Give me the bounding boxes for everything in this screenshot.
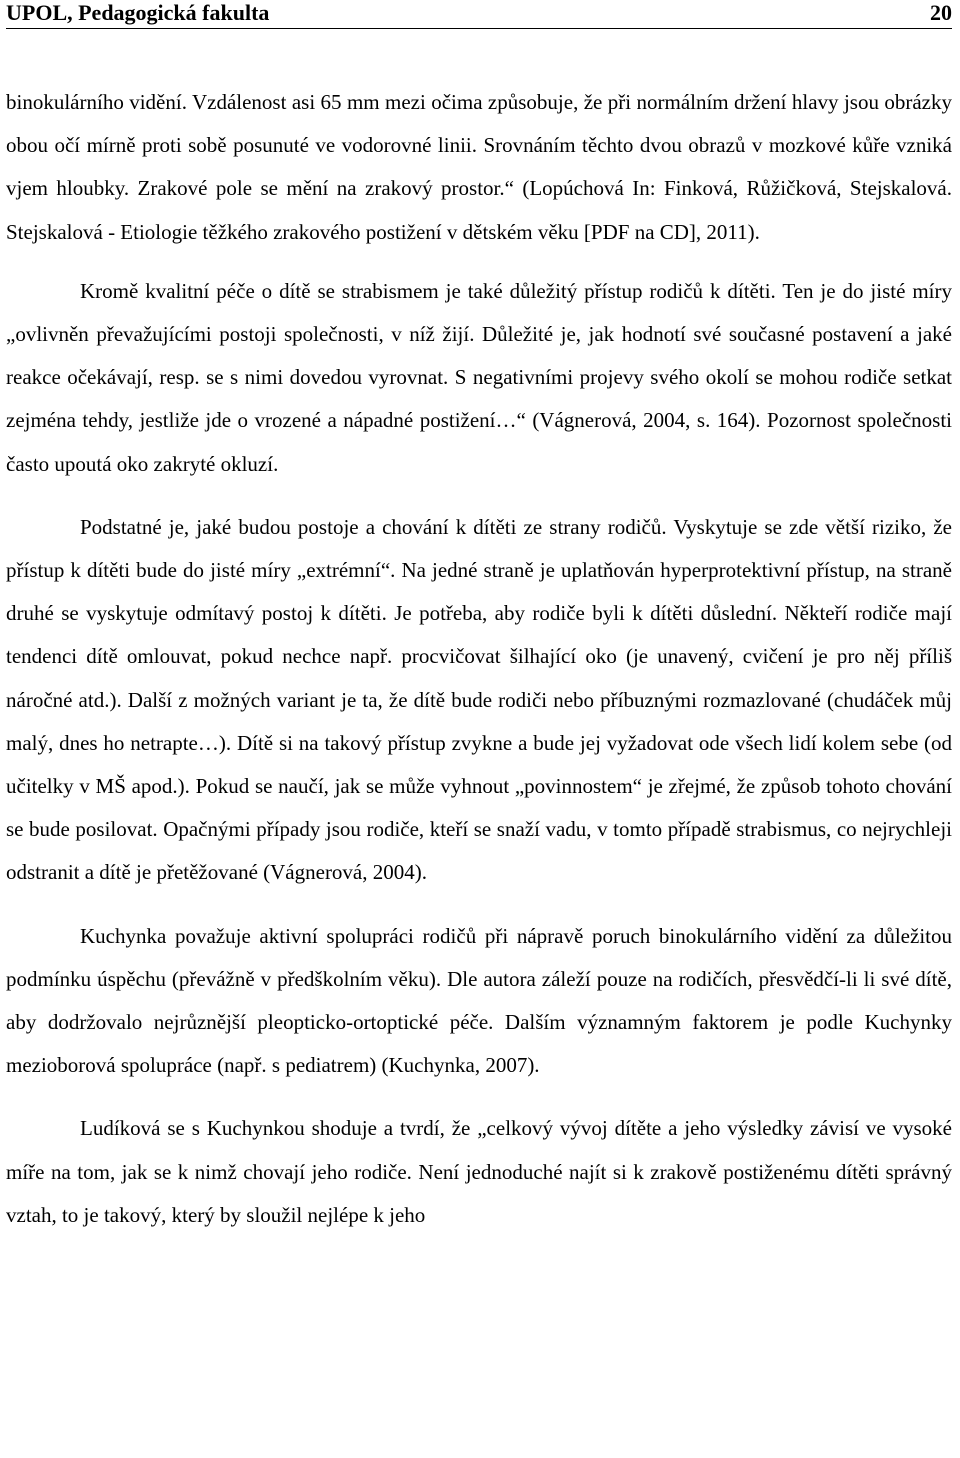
header-title: UPOL, Pedagogická fakulta bbox=[6, 0, 270, 25]
paragraph-5: Ludíková se s Kuchynkou shoduje a tvrdí, že „celkový vývoj dítěte a jeho výsledky závisí ve vysoké míře na tom, jak se k nimž chovají jeho rodiče. Není jednoduché najít si k zrakově postiženému dítěti správný vztah, to je takový, který by sloužil nejlépe k jeho bbox=[6, 1116, 952, 1227]
page-header bbox=[6, 0, 952, 29]
paragraph-4: Kuchynka považuje aktivní spolupráci rodičů při nápravě poruch binokulárního vidění za důležitou podmínku úspěchu (převážně v předškolním věku). Dle autora záleží pouze na rodičích, přesvědčí-li li své dítě, aby dodržovalo nejrůznější pleopticko-ortoptické péče. Dalším významným faktorem je podle Kuchynky mezioborová spolupráce (např. s pediatrem) (Kuchynka, 2007). bbox=[6, 923, 952, 1078]
paragraph-2: Kromě kvalitní péče o dítě se strabismem je také důležitý přístup rodičů k dítěti. Ten je do jisté míry „ovlivněn převažujícími postoji společnosti, v níž žijí. Důležité je, jak hodnotí své současné postavení a jaké reakce očekávají, resp. se s nimi dovedou vyrovnat. S negativními projevy svého okolí se mohou rodiče setkat zejména tehdy, jestliže jde o vrozené a nápadné postižení…“ (Vágnerová, 2004, s. 164). Pozornost společnosti často upoutá oko zakryté okluzí. bbox=[6, 278, 952, 476]
document-body bbox=[6, 81, 952, 1237]
page-number: 20 bbox=[930, 0, 952, 25]
paragraph-3: Podstatné je, jaké budou postoje a chování k dítěti ze strany rodičů. Vyskytuje se zde větší riziko, že přístup k dítěti bude do jisté míry „extrémní“. Na jedné straně je uplatňován hyperprotektivní přístup, na straně druhé se vyskytuje odmítavý postoj k dítěti. Je potřeba, aby rodiče byli k dítěti důslední. Někteří rodiče mají tendenci dítě omlouvat, pokud nechce např. procvičovat šilhající oko (je unavený, cvičení je pro něj příliš náročné atd.). Další z možných variant je ta, že dítě bude rodiči nebo příbuznými rozmazlované (chudáček můj malý, dnes ho netrapte…). Dítě si na takový přístup zvykne a bude jej vyžadovat ode všech lidí kolem sebe (od učitelky v MŠ apod.). Pokud se naučí, jak se může vyhnout „povinnostem“ je zřejmé, že způsob tohoto chování se bude posilovat. Opačnými případy jsou rodiče, kteří se snaží vadu, v tomto případě strabismus, co nejrychleji odstranit a dítě je přetěžované (Vágnerová, 2004). bbox=[6, 514, 952, 885]
paragraph-1: binokulárního vidění. Vzdálenost asi 65 mm mezi očima způsobuje, že při normálním držení hlavy jsou obrázky obou očí mírně proti sobě posunuté ve vodorovné linii. Srovnáním těchto dvou obrazů v mozkové kůře vzniká vjem hloubky. Zrakové pole se mění na zrakový prostor.“ (Lopúchová In: Finková, Růžičková, Stejskalová. Stejskalová - Etiologie těžkého zrakového postižení v dětském věku [PDF na CD], 2011). bbox=[6, 90, 952, 244]
